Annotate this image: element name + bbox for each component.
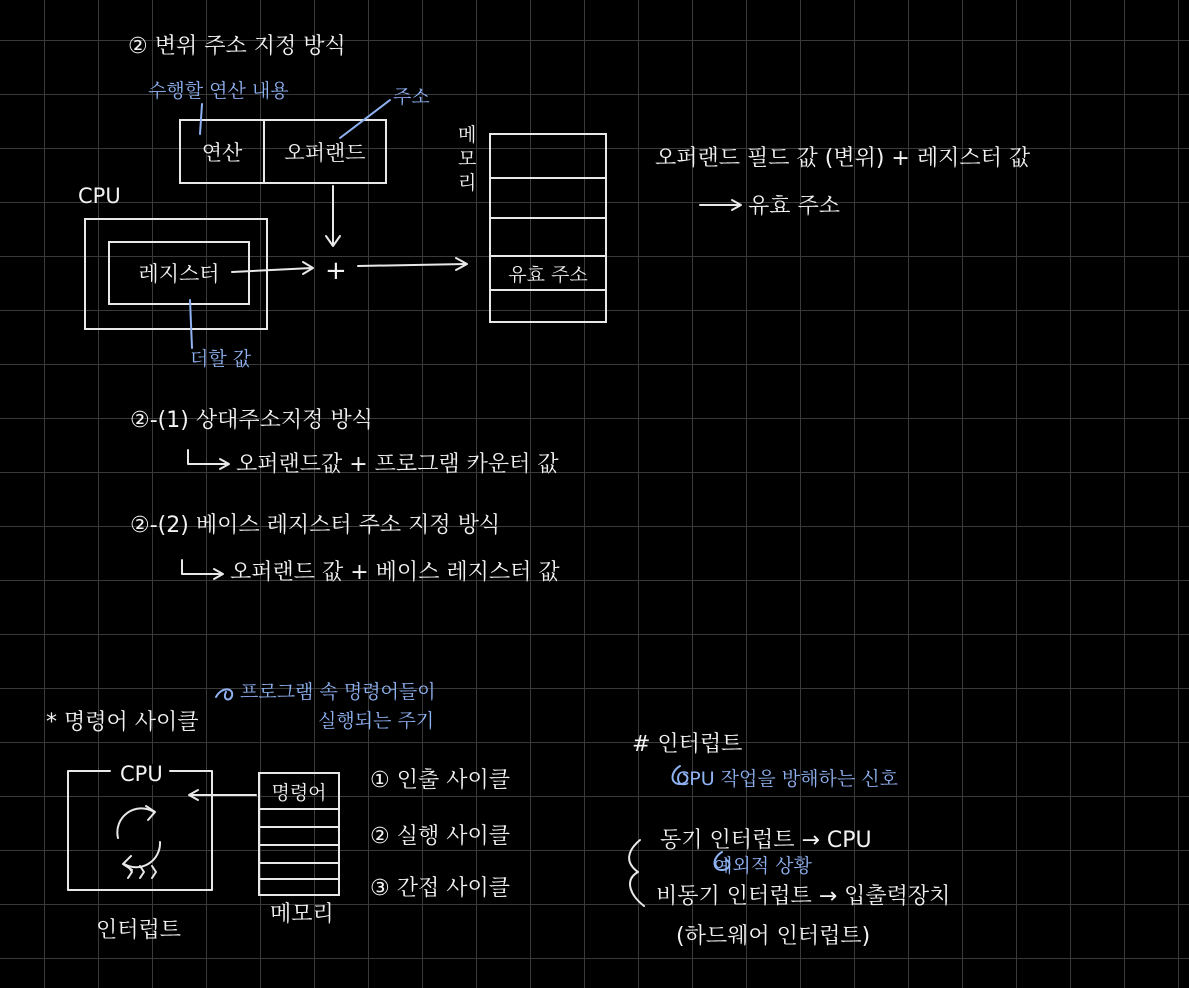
cycle-cpu-label: CPU <box>116 764 167 785</box>
instruction-cycle-title: * 명령어 사이클 <box>46 710 199 735</box>
op-cell: 연산 <box>181 121 265 182</box>
base-hook <box>182 560 222 574</box>
plus-arrow <box>358 264 466 266</box>
register-arrow <box>232 268 312 272</box>
interrupt-def-hook <box>673 766 688 784</box>
cycle-annotation-line2: 실행되는 주기 <box>318 710 435 732</box>
operand-cell: 오퍼랜드 <box>284 140 366 165</box>
annotation-operation: 수행할 연산 내용 <box>148 80 289 102</box>
indirect-cycle: ③ 간접 사이클 <box>370 876 510 901</box>
cycle-cpu-box <box>68 771 212 890</box>
sync-interrupt: 동기 인터럽트 → CPU <box>660 828 872 853</box>
memory-char-3: 리 <box>458 172 477 194</box>
sync-interrupt-note: 예외적 상황 <box>714 855 812 877</box>
cycle-annotation-hook <box>216 689 232 699</box>
instruction-cell: 명령어 <box>260 774 338 810</box>
base-register-formula: 오퍼랜드 값 + 베이스 레지스터 값 <box>230 560 560 585</box>
async-interrupt-note: (하드웨어 인터럽트) <box>676 924 871 949</box>
interrupt-title: # 인터럽트 <box>632 732 743 757</box>
fetch-cycle: ① 인출 사이클 <box>370 768 510 793</box>
cpu-label: CPU <box>78 184 121 208</box>
cycle-rotate-arc <box>117 808 154 838</box>
cycle-memory-label: 메모리 <box>270 902 334 927</box>
displacement-title: ② 변위 주소 지정 방식 <box>128 34 346 59</box>
cycle-rotate-head <box>123 856 132 870</box>
sync-note-hook <box>715 852 730 870</box>
interrupt-definition: CPU 작업을 방해하는 신호 <box>676 768 898 790</box>
async-interrupt: 비동기 인터럽트 → 입출력장치 <box>656 884 951 909</box>
interrupt-brace <box>629 840 644 906</box>
register-box: 레지스터 <box>108 241 250 305</box>
memory-char-1: 메 <box>458 124 477 146</box>
interrupt-label: 인터럽트 <box>96 918 182 943</box>
interrupt-squiggle <box>152 866 156 878</box>
formula-line2: 유효 주소 <box>748 194 841 219</box>
memory-char-2: 모 <box>458 148 477 170</box>
relative-hook <box>188 450 228 464</box>
relative-title: ②-(1) 상대주소지정 방식 <box>130 408 373 433</box>
relative-formula: 오퍼랜드값 + 프로그램 카운터 값 <box>236 452 559 477</box>
plus-sign: + <box>325 256 347 286</box>
effective-address-cell: 유효 주소 <box>508 263 588 286</box>
cycle-annotation-line1: 프로그램 속 명령어들이 <box>240 681 436 703</box>
add-value-label: 더할 값 <box>190 348 252 370</box>
cycle-rotate-head <box>146 806 155 820</box>
interrupt-squiggle <box>140 866 144 878</box>
base-register-title: ②-(2) 베이스 레지스터 주소 지정 방식 <box>130 513 501 538</box>
cycle-rotate-arc <box>124 842 160 867</box>
annotation-value-line <box>190 300 192 348</box>
annotation-op-line <box>200 104 202 134</box>
annotation-address: 주소 <box>393 86 430 108</box>
formula-line1: 오퍼랜드 필드 값 (변위) + 레지스터 값 <box>655 146 1031 171</box>
annotation-addr-line <box>340 100 390 138</box>
execute-cycle: ② 실행 사이클 <box>370 824 510 849</box>
